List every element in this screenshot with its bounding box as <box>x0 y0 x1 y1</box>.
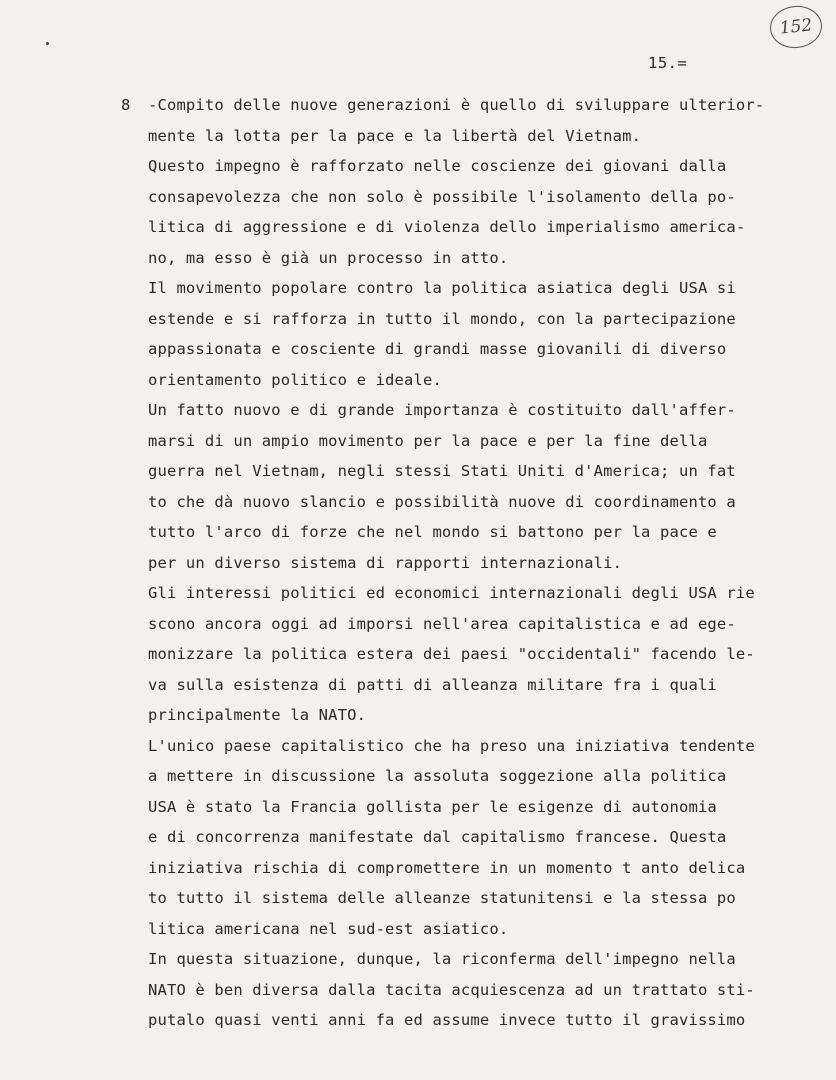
text-line: tutto l'arco di forze che nel mondo si battono per la pace e <box>148 523 717 541</box>
text-line: putalo quasi venti anni fa ed assume invece tutto il gravissimo <box>148 1011 746 1029</box>
text-line: NATO è ben diversa dalla tacita acquiescenza ad un trattato sti- <box>148 980 755 999</box>
text-line: e di concorrenza manifestate dal capitalismo francese. Questa <box>148 828 727 846</box>
text-line: Gli interessi politici ed economici internazionali degli USA rie <box>148 584 755 602</box>
ink-speck <box>46 42 49 45</box>
text-line: marsi di un ampio movimento per la pace e per la fine della <box>148 431 708 450</box>
text-line: to che dà nuovo slancio e possibilità nuove di coordinamento a <box>148 492 736 511</box>
text-line: consapevolezza che non solo è possibile l'isolamento della po- <box>148 187 736 206</box>
typewritten-body <box>148 90 798 1036</box>
text-line: per un diverso sistema di rapporti internazionali. <box>148 553 623 572</box>
text-line: USA è stato la Francia gollista per le esigenze di autonomia <box>148 797 717 816</box>
text-line: guerra nel Vietnam, negli stessi Stati Uniti d'America; un fat <box>148 462 736 480</box>
text-line: principalmente la NATO. <box>148 706 367 724</box>
text-line: va sulla esistenza di patti di alleanza militare fra i quali <box>148 675 717 694</box>
text-line: a mettere in discussione la assoluta soggezione alla politica <box>148 767 727 785</box>
text-line: L'unico paese capitalistico che ha preso una iniziativa tendente <box>148 736 755 755</box>
text-line: Un fatto nuovo e di grande importanza è costituito dall'affer- <box>148 401 736 419</box>
text-line: appassionata e cosciente di grandi masse giovanili di diverso <box>148 340 727 358</box>
text-line: Il movimento popolare contro la politica asiatica degli USA si <box>148 279 736 297</box>
text-line: monizzare la politica estera dei paesi "occidentali" facendo le- <box>148 645 755 663</box>
text-line: mente la lotta per la pace e la libertà del Vietnam. <box>148 126 642 145</box>
text-line: -Compito delle nuove generazioni è quello di sviluppare ulterior- <box>148 96 765 114</box>
archive-page-stamp: 152 <box>768 3 824 50</box>
text-line: scono ancora oggi ad imporsi nell'area capitalistica e ad ege- <box>148 614 736 633</box>
text-line: iniziativa rischia di compromettere in un momento t anto delica <box>148 858 746 877</box>
text-line: litica americana nel sud-est asiatico. <box>148 919 509 938</box>
page-number: 15.= <box>648 54 688 72</box>
text-line: estende e si rafforza in tutto il mondo, con la partecipazione <box>148 309 736 328</box>
text-line: no, ma esso è già un processo in atto. <box>148 248 509 267</box>
text-line: to tutto il sistema delle alleanze statunitensi e la stessa po <box>148 889 736 907</box>
text-line: Questo impegno è rafforzato nelle coscienze dei giovani dalla <box>148 157 727 175</box>
text-line: orientamento politico e ideale. <box>148 370 442 389</box>
section-number: 8 <box>121 96 131 114</box>
text-line: In questa situazione, dunque, la riconferma dell'impegno nella <box>148 950 736 968</box>
text-line: litica di aggressione e di violenza dello imperialismo america- <box>148 218 746 236</box>
